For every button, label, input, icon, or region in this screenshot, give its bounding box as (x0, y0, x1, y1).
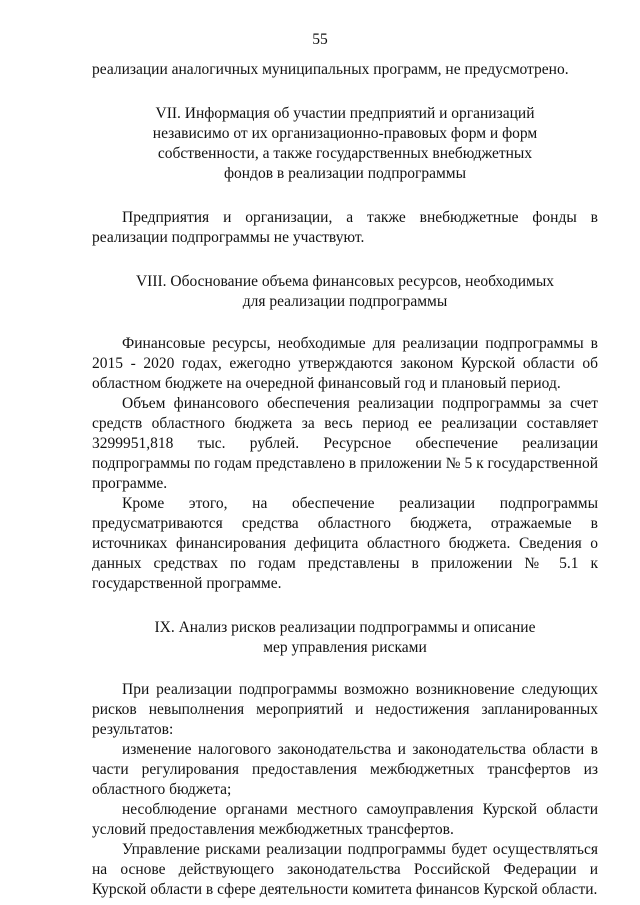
page-number: 55 (312, 31, 328, 48)
section-9-paragraph: При реализации подпрограммы возможно возникновение следующих рисков невыполнения мероприятий и недостижения запланированных результатов: (92, 681, 598, 738)
heading-line: VII. Информация об участии предприятий и организаций (155, 105, 535, 122)
section-9-paragraph: несоблюдение органами местного самоуправления Курской области условий предоставления межбюджетных трансфертов. (92, 801, 598, 838)
section-9-paragraph: изменение налогового законодательства и законодательства области в части регулирования предоставления межбюджетных трансфертов из областного бюджета; (92, 741, 598, 798)
heading-line: фондов в реализации подпрограммы (223, 165, 467, 182)
heading-line: собственности, а также государственных внебюджетных (157, 145, 533, 162)
section-8-paragraph: Объем финансового обеспечения реализации подпрограммы за счет средств областного бюджета за весь период ее реализации составляет 3299951,818 тыс. рублей. Ресурсное обеспечение реализации подпрограммы по годам представлено в приложении № 5 к государственной программе. (92, 395, 598, 492)
heading-line: мер управления рисками (263, 639, 427, 656)
document-body (92, 60, 598, 900)
section-8-paragraph: Финансовые ресурсы, необходимые для реализации подпрограммы в 2015 - 2020 годах, ежегодно утверждаются законом Курской области об областном бюджете на очередной финансовый год и плановый период. (92, 335, 598, 392)
heading-line: для реализации подпрограммы (242, 293, 448, 310)
section-9-heading (92, 618, 598, 658)
heading-line: независимо от их организационно-правовых форм и форм (152, 125, 538, 142)
section-7-heading (92, 104, 598, 184)
section-7-paragraph: Предприятия и организации, а также внебюджетные фонды в реализации подпрограммы не участвуют. (92, 209, 598, 246)
section-8-heading (92, 272, 598, 312)
intro-line: реализации аналогичных муниципальных программ, не предусмотрено. (92, 61, 569, 78)
section-8-paragraph: Кроме этого, на обеспечение реализации подпрограммы предусматриваются средства областного бюджета, отражаемые в источниках финансирования дефицита областного бюджета. Сведения о данных средствах по годам представлены в приложении № 5.1 к государственной программе. (92, 495, 598, 592)
heading-line: IX. Анализ рисков реализации подпрограммы и описание (154, 619, 536, 636)
section-9-paragraph: Управление рисками реализации подпрограммы будет осуществляться на основе действующего законодательства Российской Федерации и Курской области в сфере деятельности комитета финансов Курской области. (92, 841, 598, 898)
heading-line: VIII. Обоснование объема финансовых ресурсов, необходимых (135, 273, 555, 290)
